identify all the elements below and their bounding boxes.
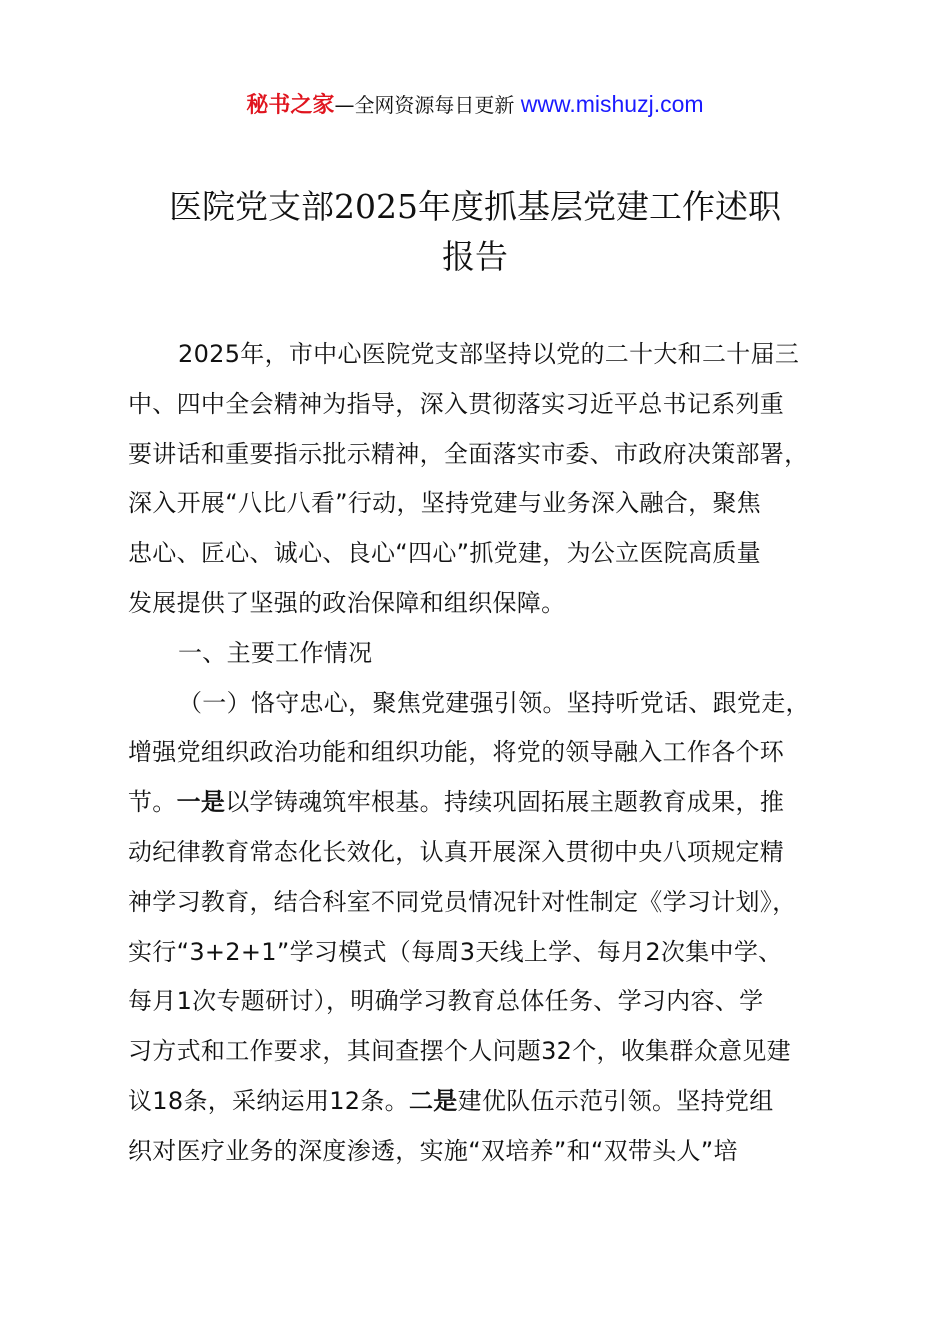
text-line <box>128 1127 838 1177</box>
text-line <box>128 330 838 380</box>
text-line <box>128 878 838 928</box>
text-segment: 每月1次专题研讨），明确学习教育总体任务、学习内容、学 <box>128 987 764 1016</box>
text-segment: 议18条，采纳运用12条。 <box>128 1086 409 1115</box>
text-segment: 增强党组织政治功能和组织功能，将党的领导融入工作各个环 <box>128 738 785 767</box>
text-line <box>128 977 838 1027</box>
text-line <box>128 629 838 679</box>
document-title <box>0 182 950 282</box>
text-line <box>128 579 838 629</box>
text-segment: 建优队伍示范引领。坚持党组 <box>457 1086 774 1115</box>
header-tagline: —全网资源每日更新 <box>334 93 521 117</box>
bold-keyword: 一是 <box>176 788 226 817</box>
text-line <box>128 479 838 529</box>
text-segment: （一）恪守忠心，聚焦党建强引领。坚持听党话、跟党走， <box>178 688 810 717</box>
text-segment: 一、主要工作情况 <box>178 638 373 667</box>
text-segment: 发展提供了坚强的政治保障和组织保障。 <box>128 588 566 617</box>
text-line <box>128 430 838 480</box>
text-segment: 2025年，市中心医院党支部坚持以党的二十大和二十届三 <box>178 340 800 368</box>
text-line <box>128 928 838 978</box>
text-segment: 中、四中全会精神为指导，深入贯彻落实习近平总书记系列重 <box>128 389 785 418</box>
text-segment: 忠心、匠心、诚心、良心“四心”抓党建，为公立医院高质量 <box>128 539 761 568</box>
text-line <box>128 1077 838 1127</box>
text-line <box>128 529 838 579</box>
document-body <box>128 330 838 1177</box>
text-segment: 节。 <box>128 788 177 817</box>
text-line <box>128 679 838 729</box>
title-line-1: 医院党支部2025年度抓基层党建工作述职 <box>169 187 781 226</box>
text-segment: 实行“3+2+1”学习模式（每周3天线上学、每月2次集中学、 <box>128 937 783 966</box>
text-segment: 习方式和工作要求，其间查摆个人问题32个，收集群众意见建 <box>128 1037 791 1066</box>
site-url-link[interactable]: www.mishuzj.com <box>520 91 704 117</box>
text-segment: 要讲话和重要指示批示精神，全面落实市委、市政府决策部署， <box>128 439 809 468</box>
text-line <box>128 828 838 878</box>
text-segment: 以学铸魂筑牢根基。持续巩固拓展主题教育成果，推 <box>225 788 785 817</box>
text-line <box>128 728 838 778</box>
site-header <box>0 88 950 119</box>
text-segment: 神学习教育，结合科室不同党员情况针对性制定《学习计划》， <box>128 887 797 916</box>
text-line <box>128 1027 838 1077</box>
text-line <box>128 380 838 430</box>
text-segment: 深入开展“八比八看”行动，坚持党建与业务深入融合，聚焦 <box>128 489 761 518</box>
bold-keyword: 二是 <box>408 1086 458 1115</box>
brand-name: 秘书之家 <box>246 93 335 118</box>
text-segment: 动纪律教育常态化长效化，认真开展深入贯彻中央八项规定精 <box>128 837 785 866</box>
text-line <box>128 778 838 828</box>
title-line-2: 报告 <box>442 237 508 276</box>
text-segment: 织对医疗业务的深度渗透，实施“双培养”和“双带头人”培 <box>128 1136 738 1165</box>
